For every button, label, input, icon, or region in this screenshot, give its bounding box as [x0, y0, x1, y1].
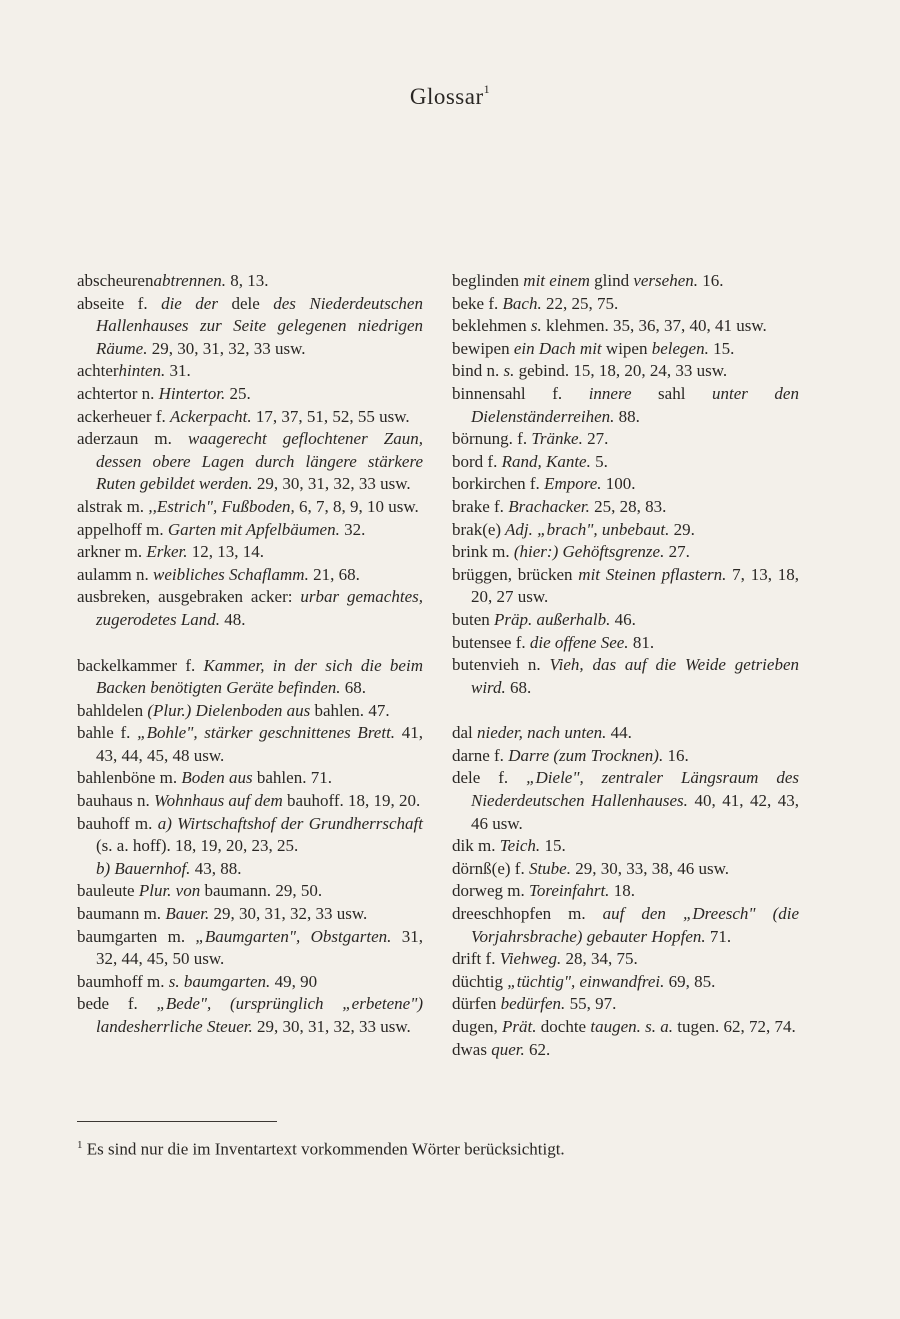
- entry-definition: ,,Estrich", Fußboden,: [148, 496, 295, 516]
- glossary-entry: [77, 586, 423, 631]
- entry-page-refs: 29, 30, 31, 32, 33 usw.: [147, 338, 306, 358]
- entry-definition: s.: [503, 361, 519, 381]
- glossary-entry: [452, 473, 799, 496]
- entry-definition: die offene See.: [529, 632, 629, 652]
- entry-grammar: n.: [131, 564, 154, 584]
- entry-headword: beklehmen: [452, 316, 527, 336]
- glossary-entry: [452, 948, 799, 971]
- entry-headword: dele: [452, 768, 481, 788]
- entry-page-refs: 55, 97.: [565, 994, 617, 1014]
- entry-crossref: dochte: [540, 1017, 587, 1036]
- entry-definition: bedürfen.: [496, 994, 566, 1014]
- entry-grammar: f.: [511, 632, 530, 652]
- glossary-entry: [77, 767, 423, 790]
- entry-definition: Empore.: [544, 474, 602, 494]
- entry-headword: butenvieh: [452, 655, 520, 675]
- entry-headword: buten: [452, 609, 490, 629]
- entry-headword: backelkammer: [77, 655, 178, 675]
- entry-grammar: f.: [489, 496, 509, 516]
- entry-grammar: m.: [487, 542, 514, 562]
- entry-grammar: f.: [483, 451, 502, 471]
- entry-definition-continued: des Niederdeutschen Hallenhauses zur Seite gelegenen niedrigen Räume.: [96, 293, 423, 358]
- entry-headword: abscheuren: [77, 271, 154, 290]
- entry-page-refs: 68.: [340, 678, 367, 698]
- entry-headword: brüggen, brücken: [452, 564, 573, 584]
- entry-page-refs: 71.: [306, 768, 332, 788]
- entry-grammar: f.: [480, 768, 527, 788]
- glossary-right-column: [452, 270, 799, 1061]
- entry-definition: nieder, nach unten.: [472, 723, 607, 743]
- entry-definition: „Baumgarten", Obstgarten.: [195, 926, 392, 946]
- glossary-entry: [77, 903, 423, 926]
- glossary-entry: [77, 722, 423, 767]
- entry-definition: Stube.: [528, 858, 571, 878]
- entry-headword: dal: [452, 723, 473, 743]
- entry-headword: alstrak: [77, 496, 123, 516]
- letter-group-gap: [77, 632, 423, 655]
- entry-grammar: f.: [177, 655, 204, 675]
- entry-definition: Tränke.: [531, 429, 583, 449]
- entry-grammar: m.: [120, 542, 147, 562]
- entry-grammar: m.: [551, 904, 603, 924]
- entry-definition: Plur. von: [134, 881, 205, 901]
- entry-crossref: gebind.: [518, 361, 570, 381]
- entry-page-refs: 62.: [524, 1039, 551, 1059]
- entry-grammar: m.: [122, 496, 149, 516]
- entry-definition: „Bohle", stärker geschnittenes Brett.: [137, 723, 396, 743]
- entry-headword: butensee: [452, 632, 512, 652]
- glossary-entry: [77, 360, 423, 383]
- glossary-entry: [452, 428, 799, 451]
- entry-definition: waagerecht geflochtener Zaun, dessen obere Lagen durch längere stärkere Ruten gebildet werden.: [96, 429, 423, 494]
- footnote-mark: 1: [77, 1139, 83, 1151]
- entry-grammar: n.: [137, 383, 159, 403]
- entry-definition: „Bede", (ursprünglich „erbetene") landesherrliche Steuer.: [96, 994, 423, 1036]
- entry-headword: darne: [452, 745, 490, 765]
- entry-definition: (Plur.) Dielenboden aus: [143, 700, 315, 720]
- glossary-entry: [452, 1039, 799, 1062]
- entry-definition: Toreinfahrt.: [528, 881, 610, 901]
- entry-grammar: f.: [512, 429, 532, 449]
- entry-headword: dörnß(e): [452, 858, 511, 878]
- entry-headword: dürfen: [452, 994, 497, 1014]
- entry-page-refs: 18.: [609, 881, 635, 901]
- glossary-entry: [452, 360, 799, 383]
- entry-definition: s. baumgarten.: [168, 971, 271, 991]
- glossary-entry: [77, 270, 423, 293]
- entry-headword: bahlenböne: [77, 768, 156, 788]
- entry-grammar: f.: [481, 949, 500, 969]
- entry-page-refs: 25, 28, 83.: [589, 496, 667, 516]
- entry-headword: dugen,: [452, 1017, 498, 1036]
- entry-page-refs: 31.: [165, 361, 191, 381]
- entry-headword: aulamm: [77, 564, 132, 584]
- entry-crossref: sahl: [658, 383, 686, 403]
- entry-page-refs: 27.: [582, 429, 609, 449]
- entry-headword: ausbreken, ausgebraken acker:: [77, 587, 293, 607]
- entry-page-refs: 28, 34, 75.: [561, 949, 638, 969]
- entry-page-refs: 100.: [601, 474, 636, 494]
- glossary-entry: [452, 971, 799, 994]
- title-text: Glossar: [409, 84, 484, 109]
- entry-page-refs: 8, 13.: [226, 271, 269, 290]
- glossary-entry: [77, 496, 423, 519]
- entry-headword: bahldelen: [77, 700, 144, 720]
- glossary-entry: [77, 880, 423, 903]
- glossary-entry: [77, 700, 423, 723]
- glossary-entry: [77, 541, 423, 564]
- entry-page-refs: 46.: [610, 609, 636, 629]
- entry-headword: baumhoff: [77, 971, 143, 991]
- entry-definition: mit einem: [519, 271, 595, 290]
- entry-grammar: f.: [525, 383, 589, 403]
- glossary-entry: [452, 315, 799, 338]
- entry-page-refs: 25.: [225, 383, 251, 403]
- glossary-entry: [452, 496, 799, 519]
- entry-headword: abseite: [77, 293, 125, 313]
- entry-headword: bauhoff: [77, 813, 130, 833]
- footnote-text: Es sind nur die im Inventartext vorkommenden Wörter berücksichtigt.: [82, 1139, 565, 1159]
- glossary-entry: [77, 993, 423, 1038]
- entry-grammar: f.: [124, 293, 162, 313]
- entry-page-refs: 16.: [663, 745, 689, 765]
- glossary-entry: [452, 293, 799, 316]
- entry-grammar: f.: [151, 406, 170, 426]
- entry-headword: appelhoff: [77, 519, 142, 539]
- entry-headword: baumgarten: [77, 926, 158, 946]
- entry-crossref: wipen: [605, 338, 648, 358]
- entry-definition: Erker.: [146, 542, 188, 562]
- entry-headword: bauleute: [77, 881, 135, 901]
- glossary-entry: [452, 858, 799, 881]
- glossary-entry: [77, 655, 423, 700]
- entry-definition: Prät.: [497, 1017, 541, 1036]
- entry-page-refs: 44.: [606, 723, 632, 743]
- entry-crossref: dele: [231, 293, 260, 313]
- entry-grammar: n.: [132, 791, 154, 811]
- entry-page-refs: 16.: [698, 271, 724, 290]
- entry-page-refs: 29, 30, 33, 38, 46 usw.: [570, 858, 730, 878]
- entry-headword: bord: [452, 451, 484, 471]
- entry-crossref: bauhoff.: [286, 791, 344, 811]
- entry-grammar: m.: [502, 881, 529, 901]
- entry-subsense-pages: 43, 88.: [190, 858, 242, 878]
- entry-headword: arkner: [77, 542, 121, 562]
- entry-grammar: f.: [109, 994, 157, 1014]
- entry-page-refs: 62, 72, 74.: [719, 1017, 796, 1036]
- entry-grammar: f.: [510, 858, 529, 878]
- entry-definition: Ackerpacht.: [169, 406, 252, 426]
- entry-headword: brake: [452, 496, 490, 516]
- entry-headword: dreeschhopfen: [452, 904, 552, 924]
- entry-page-refs: 5.: [590, 451, 608, 471]
- entry-definition: Wohnhaus auf dem: [153, 791, 287, 811]
- entry-page-refs: 15, 18, 20, 24, 33 usw.: [569, 361, 728, 381]
- entry-headword: brak(e): [452, 519, 502, 539]
- entry-crossref: bahlen.: [314, 700, 365, 720]
- entry-definition: Adj. „brach", unbebaut.: [501, 519, 670, 539]
- entry-headword: brink: [452, 542, 488, 562]
- entry-page-refs: 22, 25, 75.: [541, 293, 619, 313]
- entry-page-refs: 69, 85.: [664, 971, 716, 991]
- entry-page-refs: 6, 7, 8, 9, 10 usw.: [294, 496, 419, 516]
- entry-definition: Hintertor.: [158, 383, 226, 403]
- entry-definition: die der: [161, 293, 232, 313]
- entry-grammar: n.: [482, 361, 504, 381]
- entry-page-refs: 32.: [339, 519, 366, 539]
- glossary-entry: [452, 451, 799, 474]
- entry-crossref: klehmen.: [545, 316, 609, 336]
- entry-grammar: m.: [129, 813, 158, 833]
- glossary-entry: [77, 790, 423, 813]
- entry-page-refs: 29, 30, 31, 32, 33 usw.: [209, 904, 368, 924]
- entry-definition-continued: taugen. s. a.: [586, 1017, 678, 1036]
- glossary-entry: [452, 632, 799, 655]
- entry-grammar: m.: [473, 836, 500, 856]
- entry-grammar: f.: [525, 474, 545, 494]
- entry-definition: hinten.: [118, 361, 166, 381]
- glossary-entry: [452, 880, 799, 903]
- glossary-entry: [77, 564, 423, 587]
- glossary-entry: [452, 767, 799, 835]
- entry-headword: düchtig: [452, 971, 503, 991]
- entry-grammar: m.: [142, 971, 169, 991]
- entry-definition: ein Dach mit: [509, 338, 606, 358]
- glossary-entry: [77, 428, 423, 496]
- glossary-entry: [77, 406, 423, 429]
- entry-page-refs: 81.: [628, 632, 655, 652]
- entry-definition: abtrennen.: [153, 271, 227, 290]
- letter-group-gap: [452, 699, 799, 722]
- entry-headword: bede: [77, 994, 110, 1014]
- entry-page-refs: 27.: [664, 542, 690, 562]
- entry-definition: weibliches Schaflamm.: [153, 564, 309, 584]
- entry-grammar: f.: [489, 745, 509, 765]
- entry-grammar: m.: [157, 926, 196, 946]
- glossary-entry: [452, 383, 799, 428]
- entry-page-refs: 49, 90: [270, 971, 318, 991]
- glossary-entry: [452, 609, 799, 632]
- entry-headword: achter: [77, 361, 119, 381]
- entry-headword: bahle: [77, 723, 114, 743]
- entry-definition: Präp. außerhalb.: [489, 609, 611, 629]
- glossary-entry: [452, 1016, 799, 1039]
- entry-headword: dwas: [452, 1039, 487, 1059]
- entry-headword: bauhaus: [77, 791, 133, 811]
- entry-definition-continued: belegen.: [647, 338, 709, 358]
- entry-definition: a) Wirtschaftshof der Grundherrschaft: [157, 813, 423, 833]
- entry-definition-continued: versehen.: [629, 271, 698, 290]
- entry-definition: Boden aus: [181, 768, 257, 788]
- entry-page-refs: 12, 13, 14.: [187, 542, 264, 562]
- entry-definition: quer.: [486, 1039, 525, 1059]
- glossary-entry: [452, 338, 799, 361]
- entry-definition: „tüchtig", einwandfrei.: [503, 971, 665, 991]
- entry-page-refs: 15.: [708, 338, 735, 358]
- entry-page-refs: 29.: [669, 519, 695, 539]
- footnote: [77, 1134, 797, 1161]
- entry-headword: beglinden: [452, 271, 520, 290]
- entry-crossref: (s. a. hoff).: [96, 836, 171, 856]
- entry-headword: drift: [452, 949, 482, 969]
- entry-definition: urbar gemachtes, zugerodetes Land.: [96, 587, 423, 629]
- entry-crossref-2: tugen.: [677, 1017, 720, 1036]
- entry-headword: aderzaun: [77, 429, 139, 449]
- entry-definition: auf den „Dreesch" (die Vorjahrsbrache) gebauter Hopfen.: [471, 904, 799, 946]
- glossary-entry: [452, 654, 799, 699]
- entry-headword: dik: [452, 836, 474, 856]
- entry-definition: Rand, Kante.: [501, 451, 591, 471]
- entry-definition-continued: unter den Dielenständerreihen.: [471, 383, 799, 426]
- entry-page-refs: 17, 37, 51, 52, 55 usw.: [251, 406, 410, 426]
- entry-subsense: b) Bauernhof.: [96, 858, 191, 878]
- title-footnote-mark: 1: [483, 82, 491, 97]
- entry-page-refs: 18, 19, 20.: [343, 791, 421, 811]
- entry-page-refs: 29, 50.: [271, 881, 323, 901]
- entry-crossref: bahlen.: [256, 768, 307, 788]
- glossary-entry: [452, 722, 799, 745]
- entry-page-refs: 35, 36, 37, 40, 41 usw.: [608, 316, 767, 336]
- entry-page-refs: 48.: [220, 609, 246, 629]
- entry-page-refs: 18, 19, 20, 23, 25.: [170, 836, 299, 856]
- entry-page-refs: 47.: [364, 700, 390, 720]
- entry-page-refs: 68.: [505, 677, 532, 697]
- entry-definition: mit Steinen pflastern.: [572, 564, 727, 584]
- entry-headword: bewipen: [452, 338, 510, 358]
- glossary-entry: [452, 745, 799, 768]
- entry-headword: borkirchen: [452, 474, 526, 494]
- entry-definition: s.: [526, 316, 546, 336]
- entry-grammar: m.: [155, 768, 182, 788]
- glossary-left-column: [77, 270, 423, 1039]
- glossary-entry: [452, 270, 799, 293]
- entry-grammar: m.: [138, 429, 188, 449]
- glossary-entry: [452, 564, 799, 609]
- entry-crossref: glind: [594, 271, 630, 290]
- glossary-entry: [452, 541, 799, 564]
- entry-definition: „Diele", zentraler Längsraum des Niederdeutschen Hallenhauses.: [471, 768, 799, 811]
- glossary-entry: [452, 835, 799, 858]
- entry-headword: dorweg: [452, 881, 503, 901]
- glossary-entry: [77, 926, 423, 971]
- entry-grammar: f.: [484, 293, 503, 313]
- entry-grammar: m.: [141, 519, 168, 539]
- entry-page-refs: 41, 43, 44, 45, 48 usw.: [96, 723, 423, 765]
- footnote-divider: [77, 1121, 277, 1122]
- entry-headword: ackerheuer: [77, 406, 152, 426]
- entry-definition: Teich.: [499, 836, 541, 856]
- entry-page-refs: 29, 30, 31, 32, 33 usw.: [252, 474, 411, 494]
- glossary-entry: [452, 903, 799, 948]
- entry-crossref: baumann.: [204, 881, 272, 901]
- entry-grammar: m.: [139, 904, 166, 924]
- entry-page-refs: 15.: [540, 836, 566, 856]
- entry-page-refs: 71.: [705, 926, 732, 946]
- entry-definition: Kammer, in der sich die beim Backen benötigten Geräte befinden.: [96, 655, 423, 698]
- entry-headword: beke: [452, 293, 485, 313]
- entry-definition: Garten mit Apfelbäumen.: [167, 519, 340, 539]
- glossary-entry: [452, 993, 799, 1016]
- glossary-entry: [77, 383, 423, 406]
- glossary-entry: [77, 293, 423, 361]
- glossary-entry: [77, 971, 423, 994]
- entry-headword: bind: [452, 361, 483, 381]
- entry-definition: Darre (zum Trocknen).: [508, 745, 664, 765]
- glossary-entry: [452, 519, 799, 542]
- entry-grammar: n.: [519, 655, 550, 675]
- entry-definition: Bauer.: [165, 904, 210, 924]
- entry-page-refs: 29, 30, 31, 32, 33 usw.: [252, 1017, 411, 1036]
- entry-definition: Vieh, das auf die Weide getrieben wird.: [471, 655, 799, 697]
- entry-headword: baumann: [77, 904, 140, 924]
- glossary-entry: [77, 813, 423, 881]
- entry-page-refs: 88.: [614, 406, 640, 426]
- entry-definition: Brachacker.: [508, 496, 590, 516]
- glossary-entry: [77, 519, 423, 542]
- entry-definition: Viehweg.: [499, 949, 562, 969]
- entry-page-refs: 21, 68.: [308, 564, 360, 584]
- entry-grammar: f.: [113, 723, 138, 743]
- entry-headword: börnung.: [452, 429, 513, 449]
- entry-definition: innere: [588, 383, 659, 403]
- entry-page-refs: 40, 41, 42, 43, 46 usw.: [471, 791, 799, 833]
- entry-page-refs: 31, 32, 44, 45, 50 usw.: [96, 926, 423, 969]
- entry-page-refs: 7, 13, 18, 20, 27 usw.: [471, 564, 799, 607]
- entry-headword: achtertor: [77, 383, 138, 403]
- entry-definition: Bach.: [502, 293, 542, 313]
- page-title: [0, 84, 900, 110]
- entry-definition: (hier:) Gehöftsgrenze.: [513, 542, 665, 562]
- entry-headword: binnensahl: [452, 383, 526, 403]
